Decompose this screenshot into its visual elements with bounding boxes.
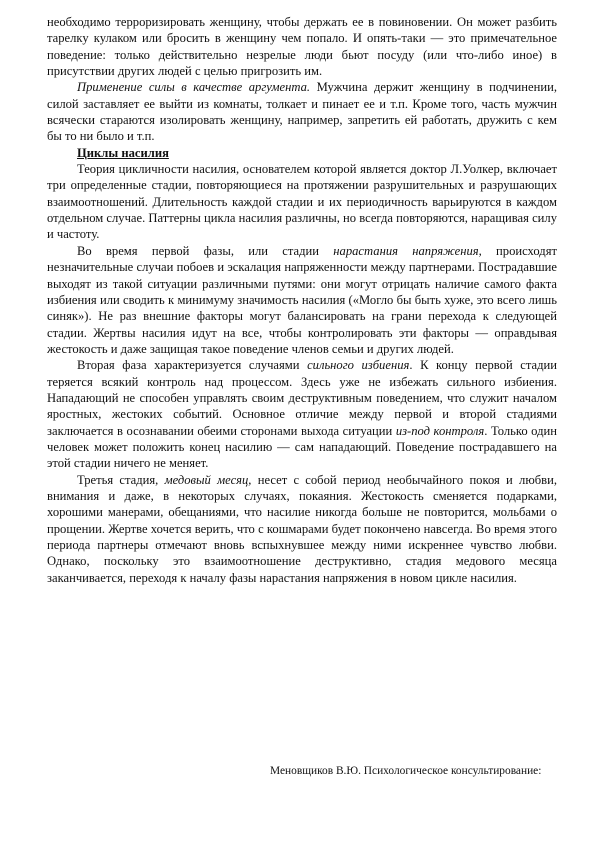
italic-term-severe-beating: сильного избиения: [307, 358, 410, 373]
paragraph-second-phase: [47, 357, 557, 471]
paragraph-text: Во время первой фазы, или стадии: [77, 243, 334, 258]
paragraph-text: Мужчина держит женщину в подчинении, силой заставляет ее выйти из комнаты, толкает и пинает ее и т.п. Кроме того, часть мужчин всячески стараются изолировать женщину, например, запретить ей работать, дружить с кем бы то ни было и т.п.: [47, 80, 557, 144]
paragraph-text: Вторая фаза характеризуется случаями: [77, 358, 308, 373]
paragraph-intimidation-continuation: [47, 14, 557, 79]
paragraph-text: . К концу первой стадии теряется всякий контроль над процессом. Здесь уже не избежать сильного избиения. Нападающий не способен управлять своим деструктивным поведением, что служит началом яростных, жестоких событий. Основное отличие между первой и второй стадиями заключается в осознавании обеими сторонами выхода ситуации: [47, 358, 557, 438]
page-footer-citation: Меновщиков В.Ю. Психологическое консультирование:: [270, 765, 542, 777]
paragraph-force-as-argument: [47, 79, 557, 144]
paragraph-text: несет с собой период необычайного покоя и любви, внимания и даже, в некоторых случаях, покаяния. Жестокость сменяется подарками, хорошими манерами, обещаниями, что насилие никогда больше не повторится, мольбами о прощении. Жертве хочется верить, что с кошмарами будет покончено навсегда. Во время этого периода партнеры отмечают вновь вспыхнувшее между ними искреннее чувство любви. Однако, поскольку это взаимоотношение деструктивно, стадия медового месяца заканчивается, переходя к началу фазы нарастания напряжения в новом цикле насилия.: [47, 472, 557, 585]
paragraph-text: необходимо терроризировать женщину, чтобы держать ее в повиновении. Он может разбить тарелку кулаком или бросить в женщину чем попало. И опять-таки — это примечательное поведение: только действительно незрелые люди бьют посуду (или что-либо иное) в присутствии других людей с целью пригрозить им.: [47, 15, 557, 79]
paragraph-cycle-theory: [47, 161, 557, 243]
section-heading-violence-cycles: Циклы насилия: [77, 145, 169, 160]
paragraph-text: . Только один человек может положить конец насилию — сам нападающий. Поведение пострадавшего на этой стадии ничего не меняет.: [47, 423, 557, 471]
paragraph-text: Третья стадия,: [77, 472, 165, 487]
paragraph-third-phase: [47, 472, 557, 586]
paragraph-first-phase: [47, 243, 557, 357]
italic-term-tension: нарастания напряжения,: [333, 243, 482, 258]
paragraph-text: происходят незначительные случаи побоев и эскалация напряженности между партнерами. Пострадавшие выходят из такой ситуации различными путями: они могут отрицать наличие самого факта избиения или сводить к минимуму значимость насилия («Могло бы быть хуже, это всего лишь синяк»). Не раз внешние факторы могут балансировать на грани перехода к следующей стадии. Жертвы насилия идут на все, чтобы контролировать эти факторы — оправдывая жестокость и даже защищая такое поведение членов семьи и других людей.: [47, 243, 557, 356]
document-body: [47, 14, 557, 586]
italic-term-honeymoon: медовый месяц,: [164, 472, 252, 487]
italic-term-force: Применение силы в качестве аргумента.: [77, 80, 311, 95]
paragraph-text: Теория цикличности насилия, основателем которой является доктор Л.Уолкер, включает три определенные стадии, повторяющиеся на протяжении разрушительных и разрушающих взаимоотношений. Длительность каждой стадии и их периодичность варьируются в каждом отдельном случае. Паттерны цикла насилия различны, но всегда повторяются, наращивая силу и частоту.: [47, 162, 557, 242]
italic-term-out-of-control: из-под контроля: [395, 423, 485, 438]
